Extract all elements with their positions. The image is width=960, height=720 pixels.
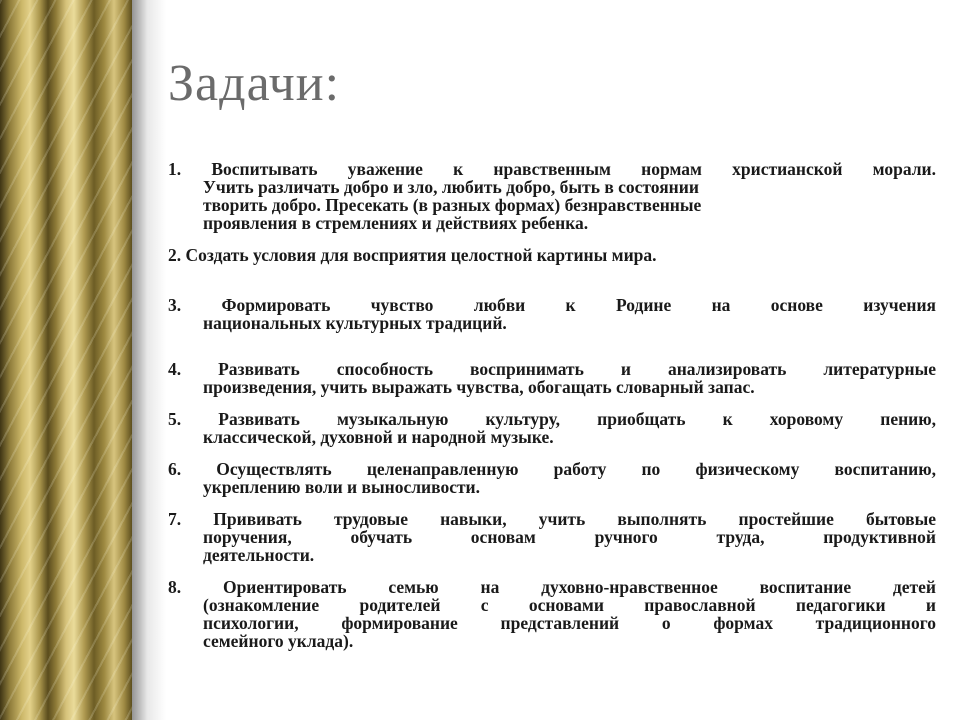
task-line: 7. Прививать трудовые навыки, учить выполнять простейшие бытовые bbox=[168, 509, 936, 529]
task-line: Учить различать добро и зло, любить добро, быть в состоянии bbox=[203, 177, 699, 197]
task-line: национальных культурных традиций. bbox=[203, 313, 507, 333]
task-line: деятельности. bbox=[203, 545, 315, 565]
task-list bbox=[168, 160, 936, 650]
task-item bbox=[168, 246, 936, 264]
task-item bbox=[168, 410, 936, 446]
gold-curtain-decoration bbox=[0, 0, 132, 720]
task-line: (ознакомление родителей с основами православной педагогики и bbox=[203, 595, 936, 615]
task-line: психологии, формирование представлений о формах традиционного bbox=[203, 613, 936, 633]
task-item bbox=[168, 460, 936, 496]
task-item bbox=[168, 360, 936, 396]
task-line: произведения, учить выражать чувства, обогащать словарный запас. bbox=[203, 377, 755, 397]
task-line: 1. Воспитывать уважение к нравственным нормам христианской морали. bbox=[168, 159, 936, 179]
task-line: 3. Формировать чувство любви к Родине на основе изучения bbox=[168, 295, 936, 315]
task-line: 5. Развивать музыкальную культуру, приобщать к хоровому пению, bbox=[168, 409, 936, 429]
task-line: проявления в стремлениях и действиях ребенка. bbox=[203, 213, 589, 233]
slide-title: Задачи: bbox=[168, 55, 341, 112]
task-line: укреплению воли и выносливости. bbox=[203, 477, 481, 497]
task-line: классической, духовной и народной музыке. bbox=[203, 427, 554, 447]
task-line: 4. Развивать способность воспринимать и анализировать литературные bbox=[168, 359, 936, 379]
task-line: поручения, обучать основам ручного труда, продуктивной bbox=[203, 527, 936, 547]
task-line: 6. Осуществлять целенаправленную работу по физическому воспитанию, bbox=[168, 459, 936, 479]
task-item bbox=[168, 160, 936, 232]
task-item bbox=[168, 510, 936, 564]
task-line: 8. Ориентировать семью на духовно-нравственное воспитание детей bbox=[168, 577, 936, 597]
curtain-shadow bbox=[132, 0, 166, 720]
task-line: 2. Создать условия для восприятия целостной картины мира. bbox=[168, 245, 657, 265]
task-item bbox=[168, 578, 936, 650]
task-item bbox=[168, 296, 936, 332]
task-line: семейного уклада). bbox=[203, 631, 354, 651]
task-line: творить добро. Пресекать (в разных формах) безнравственные bbox=[203, 195, 702, 215]
